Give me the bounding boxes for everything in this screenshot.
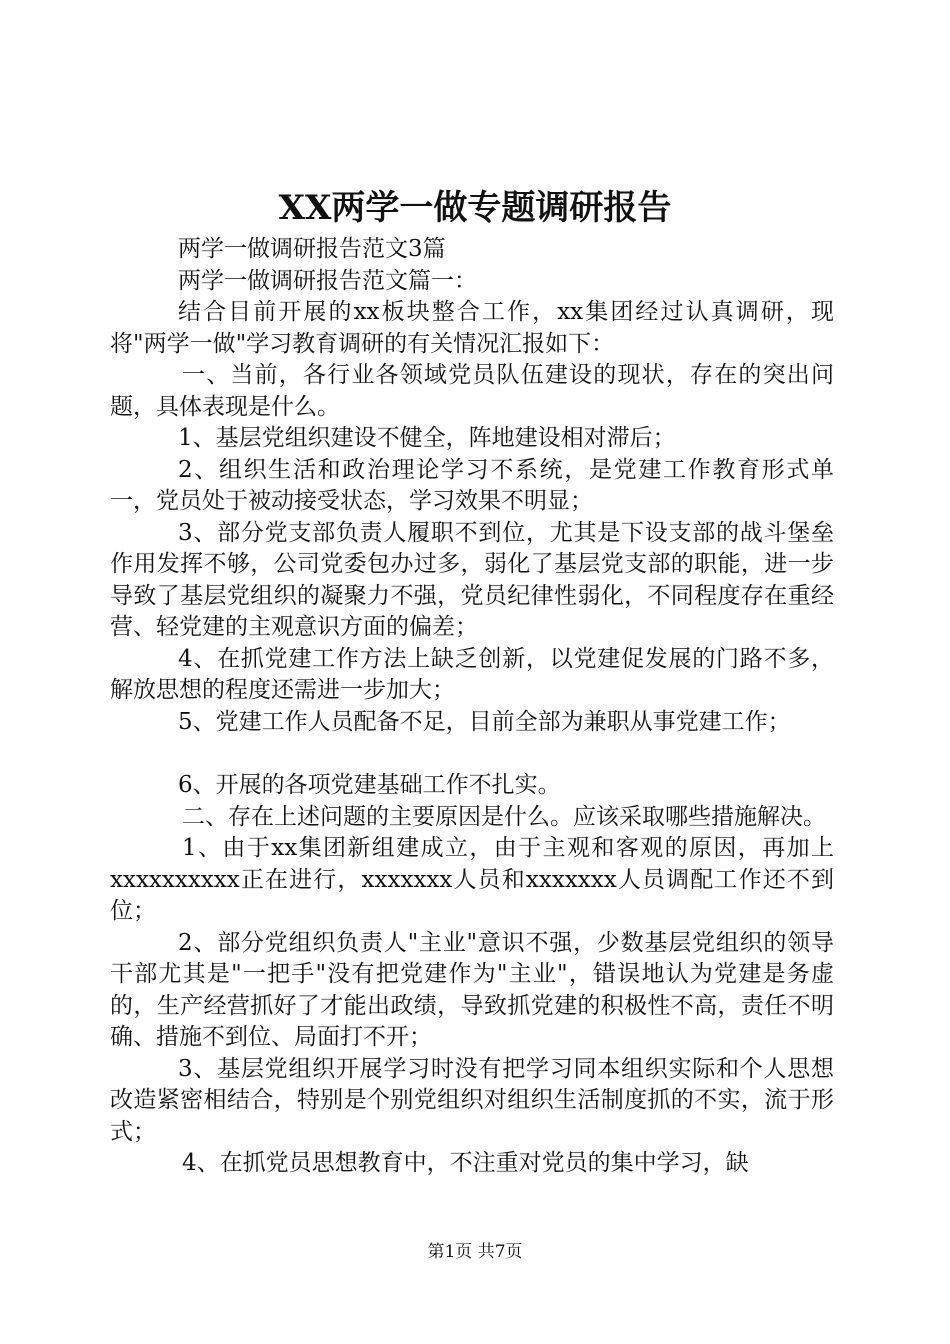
document-body: [110, 234, 834, 1180]
paragraph: 1、基层党组织建设不健全，阵地建设相对滞后；: [178, 425, 676, 451]
paragraph: 2、部分党组织负责人"主业"意识不强，少数基层党组织的领导干部尤其是"一把手"没有把党建作为"主业"，错误地认为党建是务虚的，生产经营抓好了才能出政绩，导致抓党建的积极性不高，责任不明确、措施不到位、局面打不开；: [110, 929, 834, 1050]
paragraph: 3、基层党组织开展学习时没有把学习同本组织实际和个人思想改造紧密相结合，特别是个别党组织对组织生活制度抓的不实，流于形式；: [110, 1055, 834, 1145]
paragraph: 1、由于xx集团新组建成立，由于主观和客观的原因，再加上xxxxxxxxxx正在进行，xxxxxxx人员和xxxxxxx人员调配工作还不到位；: [110, 835, 834, 924]
paragraph: 二、存在上述问题的主要原因是什么。应该采取哪些措施解决。: [182, 803, 826, 830]
paragraph: 结合目前开展的xx板块整合工作，xx集团经过认真调研，现将"两学一做"学习教育调研的有关情况汇报如下：: [110, 299, 834, 357]
paragraph: 一、当前，各行业各领域党员队伍建设的现状，存在的突出问题，具体表现是什么。: [110, 362, 834, 420]
page-footer: 第1页 共7页: [427, 1242, 523, 1262]
paragraph: 两学一做调研报告范文篇一：: [178, 267, 477, 294]
paragraph: 2、组织生活和政治理论学习不系统，是党建工作教育形式单一，党员处于被动接受状态，学习效果不明显；: [110, 456, 834, 514]
paragraph: 3、部分党支部负责人履职不到位，尤其是下设支部的战斗堡垒作用发挥不够，公司党委包办过多，弱化了基层党支部的职能，进一步导致了基层党组织的凝聚力不强，党员纪律性弱化，不同程度存在重经营、轻党建的主观意识方面的偏差；: [110, 519, 834, 640]
blank-line: [110, 738, 834, 770]
paragraph: 4、在抓党建工作方法上缺乏创新，以党建促发展的门路不多，解放思想的程度还需进一步加大；: [110, 645, 834, 703]
paragraph: 4、在抓党员思想教育中，不注重对党员的集中学习，缺: [182, 1150, 749, 1176]
paragraph: 两学一做调研报告范文3篇: [178, 236, 446, 262]
paragraph: 6、开展的各项党建基础工作不扎实。: [178, 772, 561, 798]
paragraph: 5、党建工作人员配备不足，目前全部为兼职从事党建工作；: [178, 708, 791, 735]
document-title: XX两学一做专题调研报告: [278, 188, 672, 228]
